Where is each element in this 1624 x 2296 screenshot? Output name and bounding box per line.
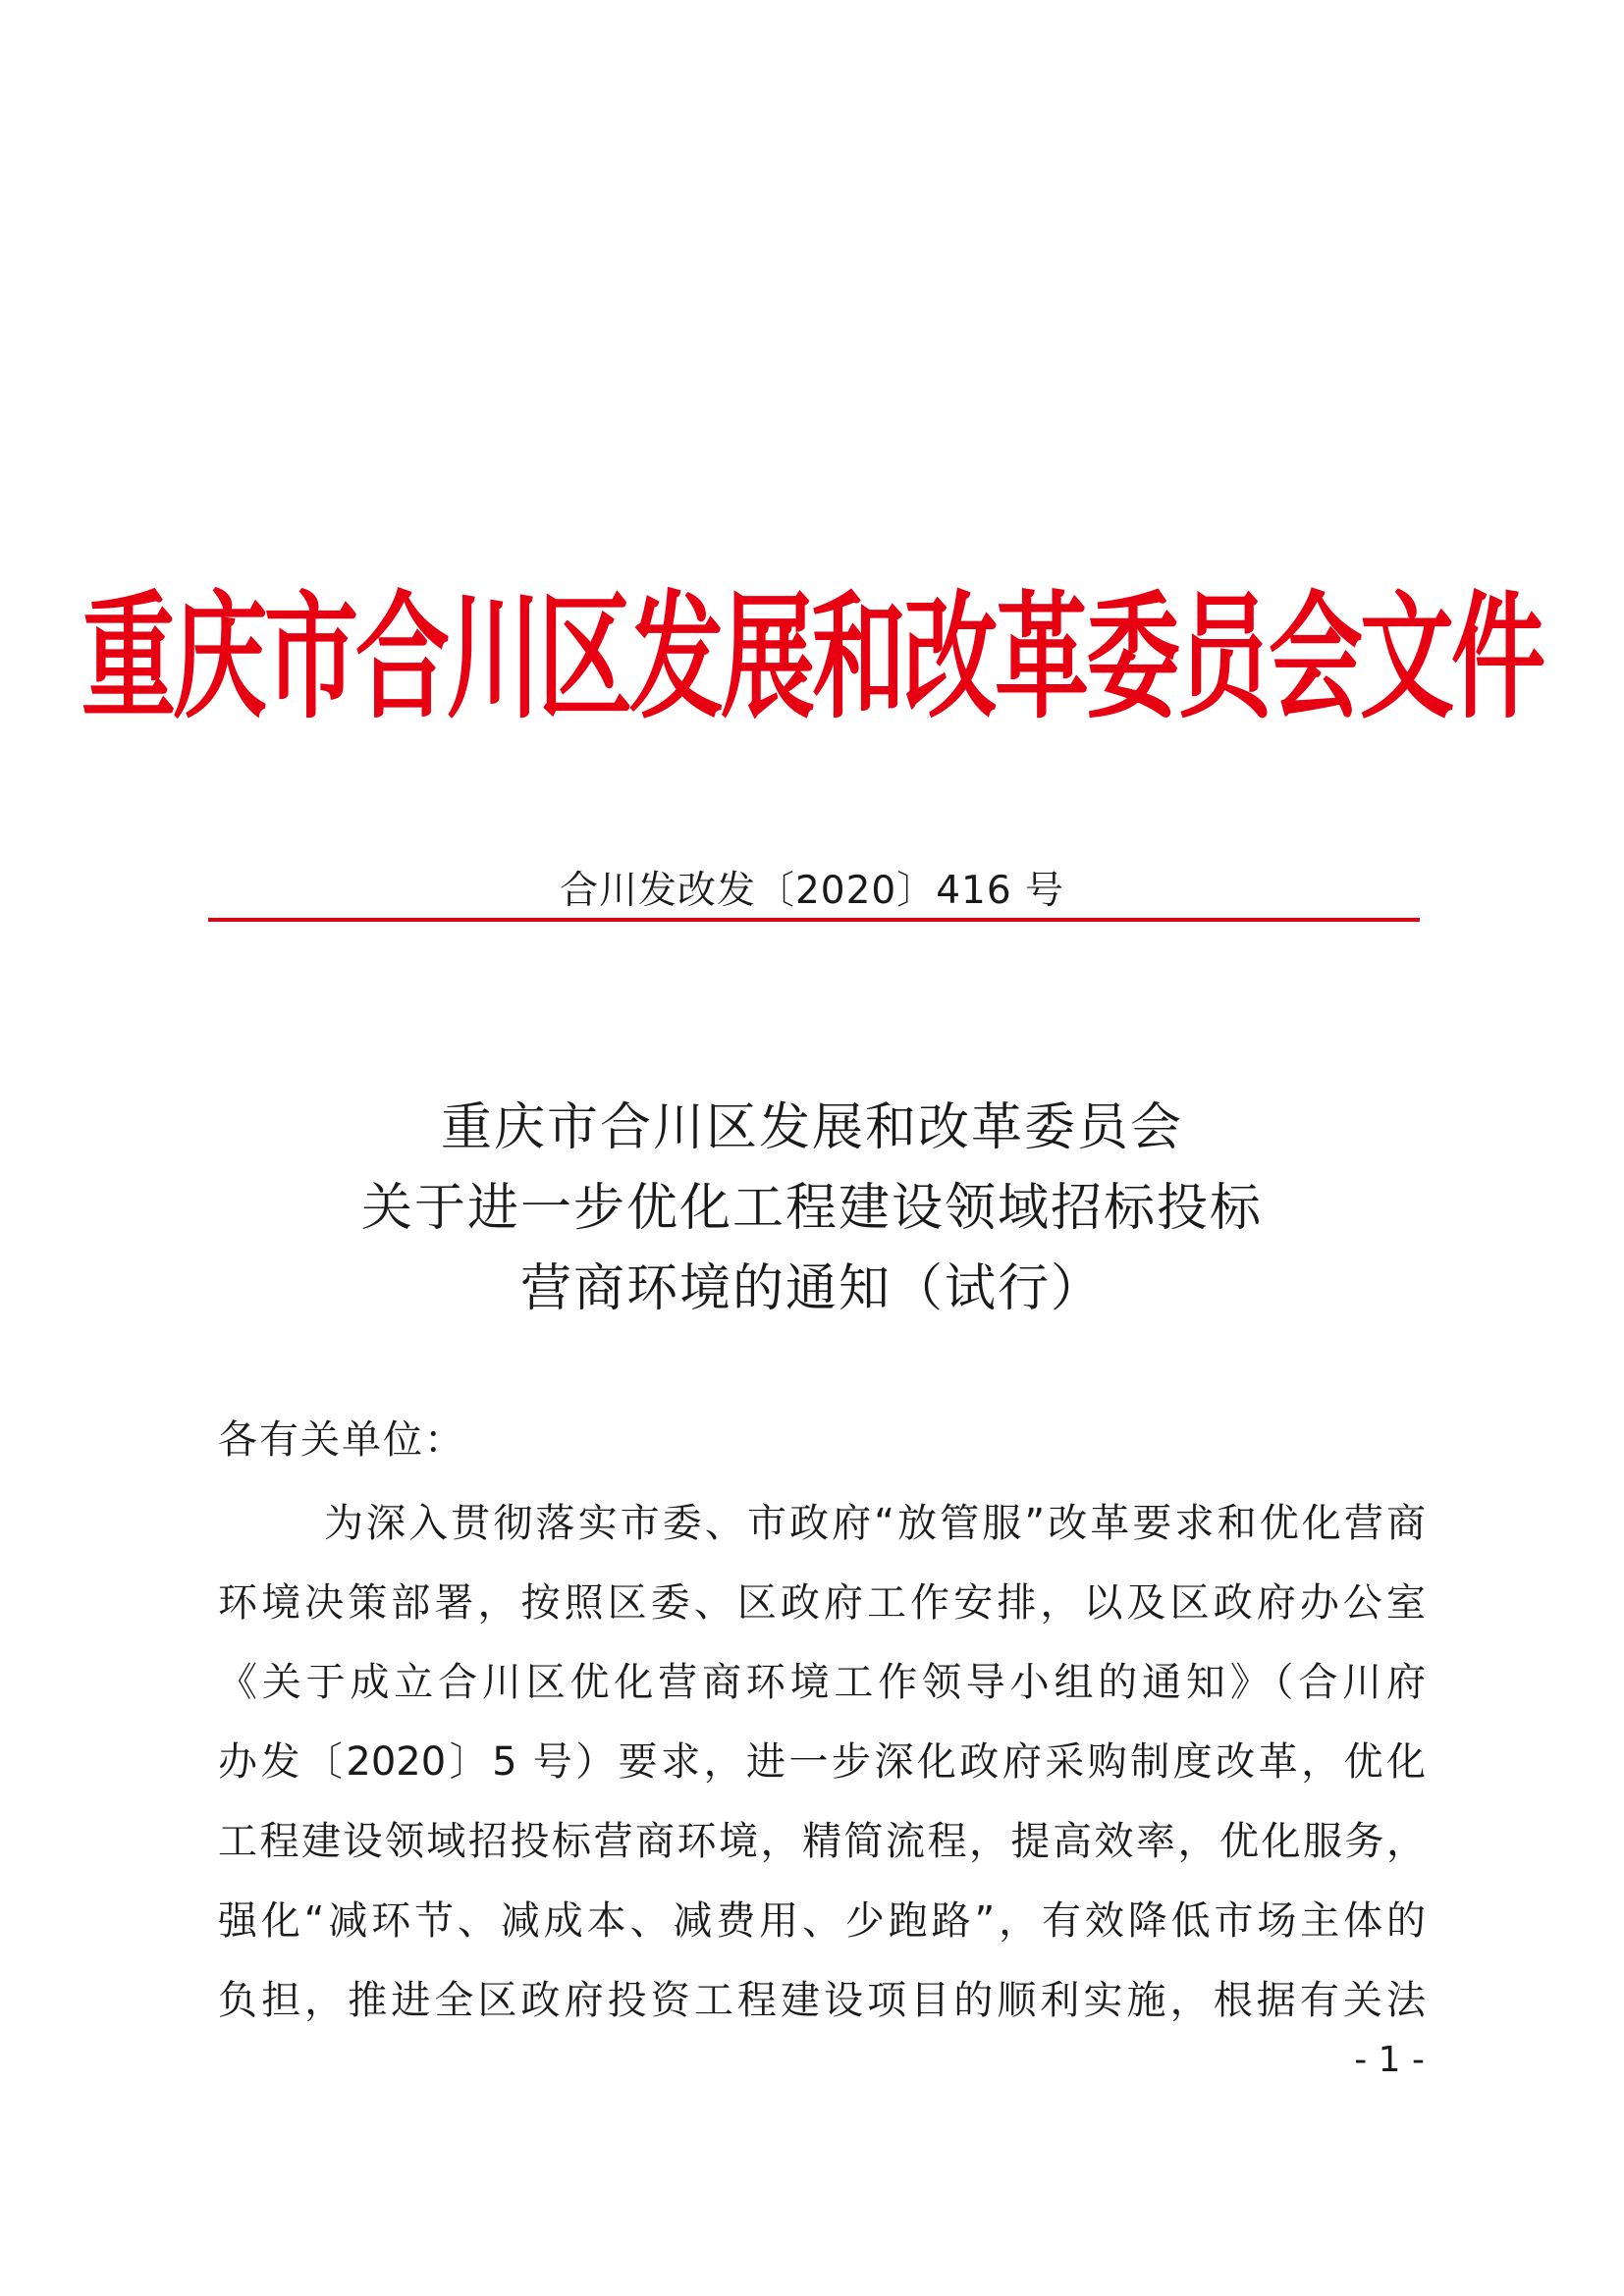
body-line: 工程建设领域招投标营商环境，精简流程，提高效率，优化服务， bbox=[218, 1819, 1426, 1864]
body-line: 强化“减环节、减成本、减费用、少跑路”，有效降低市场主体的 bbox=[218, 1898, 1426, 1944]
body-line: 《关于成立合川区优化营商环境工作领导小组的通知》（合川府 bbox=[218, 1660, 1426, 1705]
document-number: 合川发改发〔2020〕416 号 bbox=[559, 869, 1065, 913]
red-divider-line bbox=[208, 918, 1420, 922]
salutation: 各有关单位： bbox=[218, 1417, 465, 1463]
masthead-title: 重庆市合川区发展和改革委员会文件 bbox=[81, 576, 1543, 738]
body-line: 负担，推进全区政府投资工程建设项目的顺利实施，根据有关法 bbox=[218, 1978, 1426, 2023]
notice-title-line-2: 关于进一步优化工程建设领域招标投标 bbox=[360, 1179, 1263, 1238]
page-number: - 1 - bbox=[1354, 2040, 1425, 2080]
body-text bbox=[218, 1484, 1426, 2041]
notice-title-line-3: 营商环境的通知（试行） bbox=[519, 1259, 1104, 1318]
body-line: 为深入贯彻落实市委、市政府“放管服”改革要求和优化营商 bbox=[324, 1501, 1426, 1546]
notice-title-line-1: 重庆市合川区发展和改革委员会 bbox=[440, 1098, 1183, 1157]
body-line: 办发〔2020〕5 号）要求，进一步深化政府采购制度改革，优化 bbox=[218, 1739, 1426, 1785]
body-line: 环境决策部署，按照区委、区政府工作安排，以及区政府办公室 bbox=[218, 1580, 1426, 1626]
